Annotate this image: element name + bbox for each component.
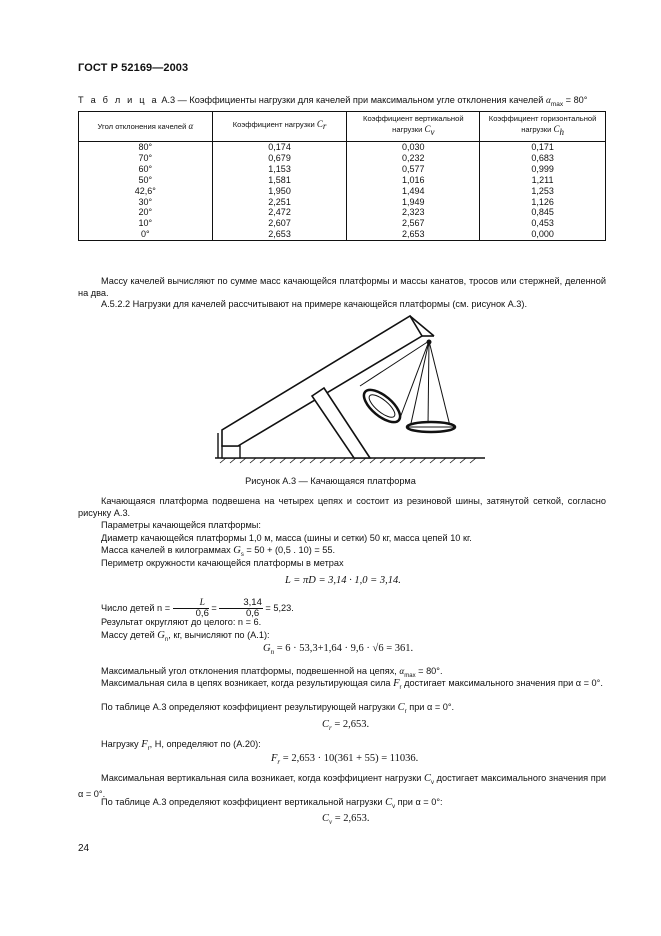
table-cell: 50° <box>79 175 213 186</box>
table-cell: 0,679 <box>212 153 347 164</box>
col-cv: Коэффициент вертикальной нагрузки $C_v$ <box>347 112 480 142</box>
paragraph-children: Число детей n = $\frac{L}{0,6}$ = $\frac{3,14}{0,6}$ = 5,23. <box>101 597 294 619</box>
paragraph-swing-mass: Масса качелей в килограммах $G_s = 50 + (0,5$ . 10) = 55. <box>101 545 336 558</box>
document-header: ГОСТ Р 52169—2003 <box>78 62 189 74</box>
table-cell: 0,030 <box>347 142 480 153</box>
table-row <box>79 207 606 218</box>
table-row <box>79 186 606 197</box>
formula-children-mass: $G_n = 6 \cdot 53,3+1,64 \cdot 9,6 \cdot √6 = 361$. <box>263 643 414 657</box>
table-row <box>79 142 606 153</box>
table-cell: 1,153 <box>212 164 347 175</box>
paragraph-clause: А.5.2.2 Нагрузки для качелей рассчитывают на примере качающейся платформы (см. рисунок А.3). <box>101 299 528 309</box>
table-cell: 2,607 <box>212 218 347 229</box>
formula-load: $F_r = 2,653 \cdot 10(361 + 55) = 11036$. <box>271 753 419 767</box>
paragraph-children-mass: Массу детей $G_n$, кг, вычисляют по (А.1): <box>101 630 270 643</box>
table-cell: 10° <box>79 218 213 229</box>
table-cell: 60° <box>79 164 213 175</box>
paragraph-perimeter: Периметр окружности качающейся платформы в метрах <box>101 558 344 568</box>
table-cell: 1,211 <box>480 175 606 186</box>
paragraph-mass: Массу качелей вычисляют по сумме масс качающейся платформы и массы канатов, тросов или стержней, деленной на два. <box>78 276 606 298</box>
paragraph-max-force: Максимальная сила в цепях возникает, когда результирующая сила $F_r$ достигает максимального значения при α = 0°. <box>101 678 603 691</box>
col-ch: Коэффициент горизонтальной нагрузки $C_h$ <box>480 112 606 142</box>
paragraph-rounding: Результат округляют до целого: n = 6. <box>101 617 262 627</box>
paragraph-load: Нагрузку $F_r$, Н, определяют по (А.20): <box>101 739 261 752</box>
table-cell: 70° <box>79 153 213 164</box>
table-cell: 30° <box>79 197 213 208</box>
table-cell: 2,653 <box>347 229 480 240</box>
table-cell: 0° <box>79 229 213 240</box>
table-cell: 1,126 <box>480 197 606 208</box>
swing-figure <box>210 308 490 468</box>
col-cr: Коэффициент нагрузки $C_r$ <box>212 112 347 142</box>
table-cell: 1,949 <box>347 197 480 208</box>
table-cell: 1,581 <box>212 175 347 186</box>
table-cell: 80° <box>79 142 213 153</box>
table-cell: 0,999 <box>480 164 606 175</box>
table-row <box>79 175 606 186</box>
table-cell: 2,472 <box>212 207 347 218</box>
table-cell: 1,950 <box>212 186 347 197</box>
table-cell: 0,174 <box>212 142 347 153</box>
table-cell: 2,323 <box>347 207 480 218</box>
table-row <box>79 197 606 208</box>
table-row <box>79 164 606 175</box>
table-cell: 1,494 <box>347 186 480 197</box>
paragraph-params: Параметры качающейся платформы: <box>101 520 261 530</box>
formula-cv: $C_v = 2,653$. <box>322 813 370 827</box>
table-cell: 0,453 <box>480 218 606 229</box>
table-header-row <box>79 112 606 142</box>
coefficients-table <box>78 111 606 241</box>
table-cell: 20° <box>79 207 213 218</box>
col-angle: Угол отклонения качелей α <box>79 112 213 142</box>
table-cell: 1,016 <box>347 175 480 186</box>
table-row <box>79 229 606 240</box>
table-caption: Т а б л и ц а А.3 — Коэффициенты нагрузки для качелей при максимальном угле отклонения качелей $\alpha_{max} = 80^\circ$ <box>78 95 588 108</box>
table-cell: 0,577 <box>347 164 480 175</box>
table-cell: 0,683 <box>480 153 606 164</box>
formula-cr: $C_r = 2,653$. <box>322 719 370 733</box>
table-cell: 0,000 <box>480 229 606 240</box>
table-cell: 0,232 <box>347 153 480 164</box>
table-cell: 0,171 <box>480 142 606 153</box>
table-cell: 0,845 <box>480 207 606 218</box>
table-cell: 2,567 <box>347 218 480 229</box>
paragraph-diameter: Диаметр качающейся платформы 1,0 м, масса (шины и сетки) 50 кг, масса цепей 10 кг. <box>101 533 472 543</box>
table-cell: 2,653 <box>212 229 347 240</box>
paragraph-table-cr: По таблице А.3 определяют коэффициент результирующей нагрузки $C_r$ при α = 0°. <box>101 702 455 715</box>
paragraph-max-angle: Максимальный угол отклонения платформы, подвешенной на цепях, $\alpha_{max} = 80^\circ$. <box>101 666 443 679</box>
table-row <box>79 153 606 164</box>
table-cell: 2,251 <box>212 197 347 208</box>
table-cell: 42,6° <box>79 186 213 197</box>
formula-perimeter: L = πD = 3,14 · 1,0 = 3,14. <box>285 575 401 586</box>
table-row <box>79 218 606 229</box>
paragraph-platform: Качающаяся платформа подвешена на четырех цепях и состоит из резиновой шины, затянутой сеткой, согласно рисунку А.3. <box>78 496 606 518</box>
page-number: 24 <box>78 843 90 854</box>
paragraph-table-cv: По таблице А.3 определяют коэффициент вертикальной нагрузки $C_v$ при α = 0°: <box>101 797 443 810</box>
paragraph-max-vertical: Максимальная вертикальная сила возникает, когда коэффициент нагрузки $C_v$ достигает максимального значения при α = 0°. <box>78 773 606 800</box>
table-cell: 1,253 <box>480 186 606 197</box>
figure-caption: Рисунок А.3 — Качающаяся платформа <box>245 476 416 486</box>
